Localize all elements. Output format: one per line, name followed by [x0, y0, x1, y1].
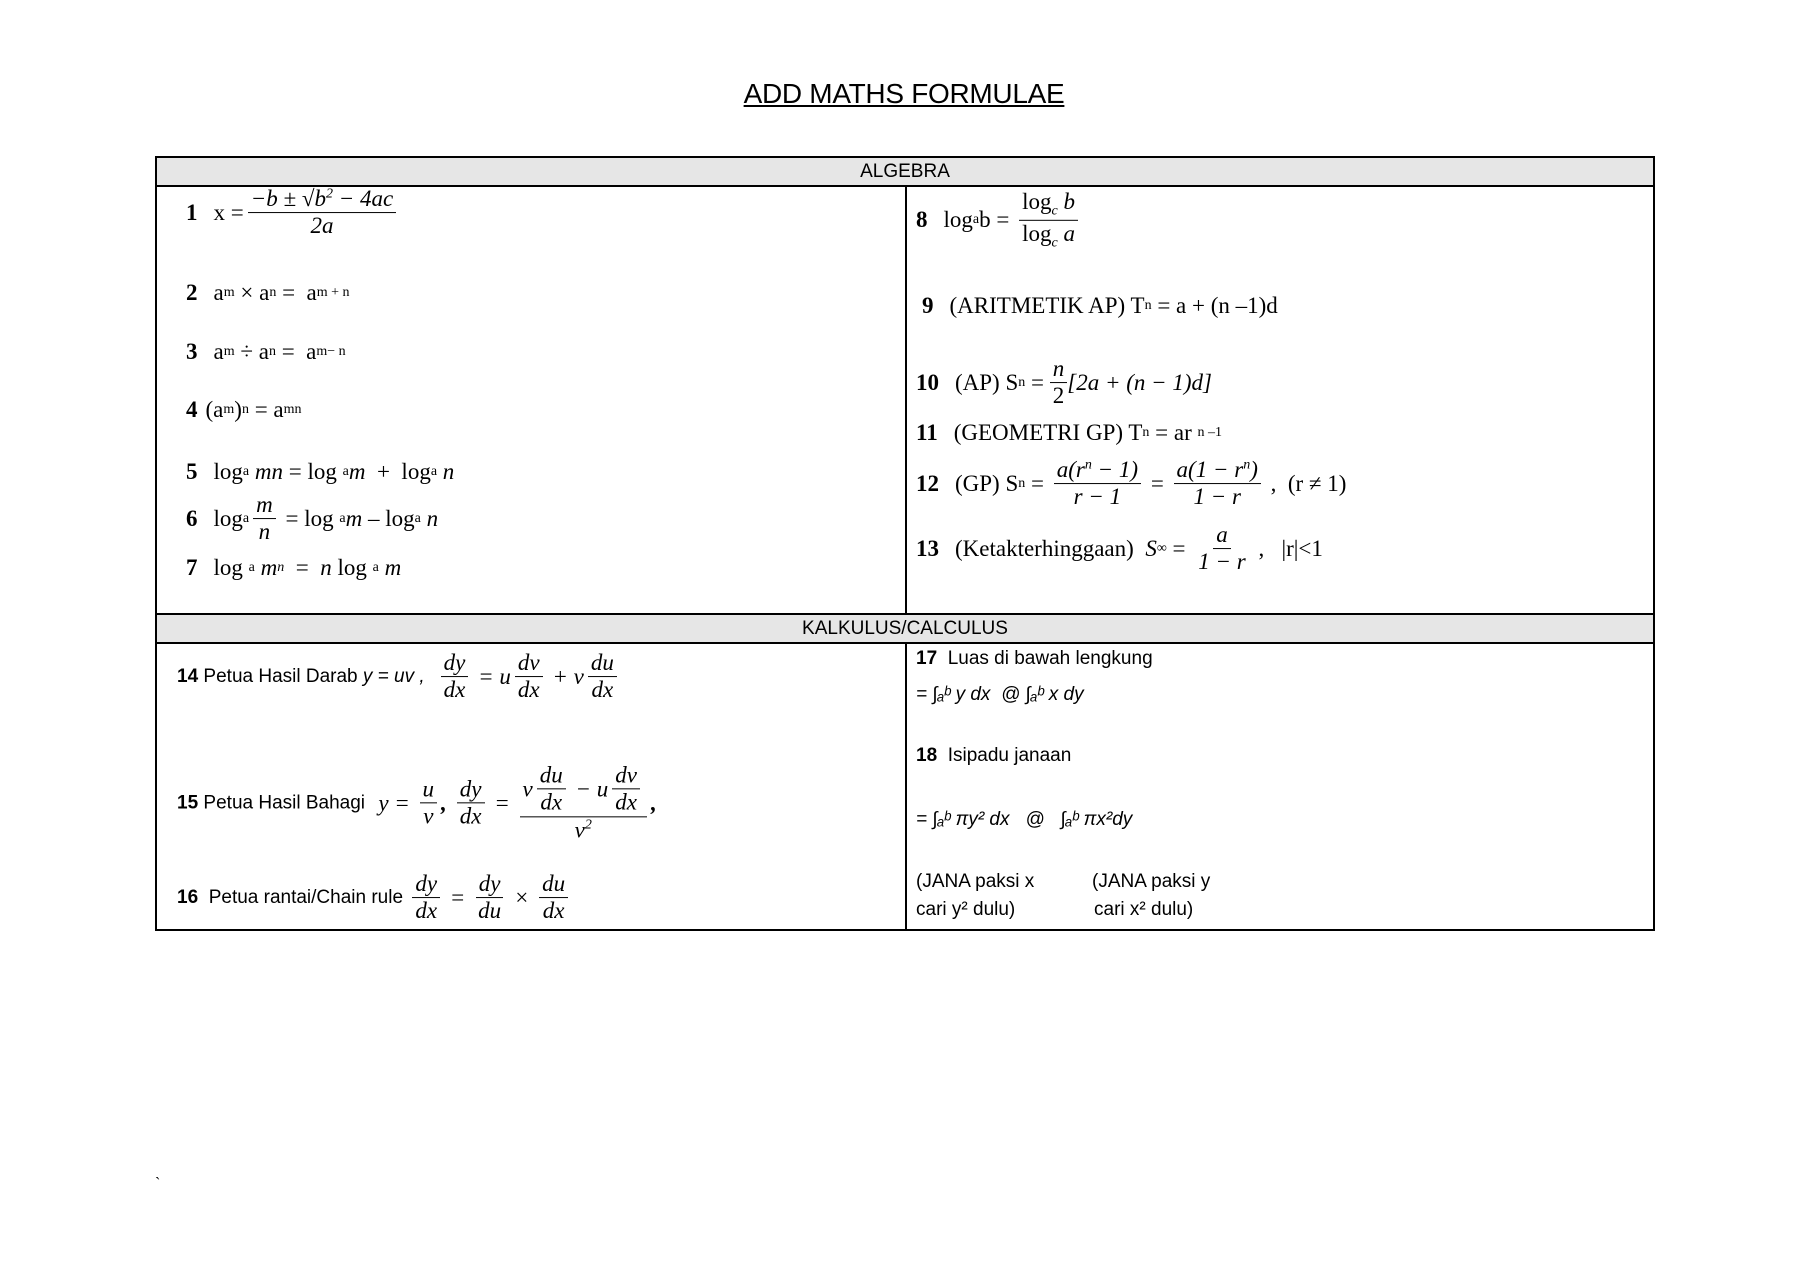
formula-number: 9 — [922, 293, 934, 318]
eq: = — [1025, 370, 1050, 395]
formula-number: 2 — [186, 280, 198, 305]
operator: ÷ — [234, 339, 259, 364]
lhs: y = — [378, 790, 416, 815]
op: – log — [362, 506, 415, 531]
numerator: log — [1022, 188, 1052, 214]
exponent: n — [269, 285, 277, 300]
algebra-header: ALGEBRA — [157, 158, 1653, 187]
numerator: a(1 − r — [1176, 457, 1244, 483]
formula-number: 15 — [177, 792, 199, 813]
base: a — [414, 511, 421, 526]
label: Isipadu janaan — [937, 745, 1072, 766]
formula-9 — [922, 293, 1278, 319]
lhs: x = — [213, 200, 244, 225]
denominator: v — [423, 803, 434, 829]
rhs: = a + (n –1)d — [1151, 293, 1278, 318]
fraction — [1050, 356, 1068, 410]
eq: = — [1145, 471, 1170, 496]
condition: , |r|<1 — [1252, 536, 1323, 561]
numerator: dy — [441, 650, 469, 677]
text: (GEOMETRI GP) T — [953, 420, 1143, 445]
log: log — [943, 207, 973, 232]
formula-number: 17 — [916, 648, 938, 669]
formula-16 — [177, 871, 572, 925]
numerator: dy — [476, 871, 504, 898]
text: (GP) S — [955, 471, 1019, 496]
base: a — [372, 560, 379, 575]
denominator: 1 − r — [1198, 549, 1246, 575]
exponent: n –1 — [1197, 425, 1222, 440]
formula-number: 14 — [177, 666, 199, 687]
var: a — [1057, 220, 1075, 246]
denominator: dx — [540, 789, 563, 815]
sqrt-icon: √ — [301, 186, 315, 212]
term: mn — [249, 459, 283, 484]
formula-number: 6 — [186, 506, 198, 531]
denominator: dx — [517, 677, 540, 703]
lhs: b = — [979, 207, 1016, 232]
label: Petua Hasil Bahagi — [198, 792, 371, 813]
denominator: dx — [415, 898, 438, 924]
label: Luas di bawah lengkung — [937, 648, 1153, 669]
op: + v — [546, 664, 584, 689]
exponent: 2 — [326, 186, 334, 202]
calculus-header: KALKULUS/CALCULUS — [157, 613, 1653, 644]
rhs: [2a + (n − 1)d] — [1067, 370, 1213, 395]
exponent: mn — [283, 402, 302, 417]
exponent: n — [268, 344, 276, 359]
term: m — [254, 555, 278, 580]
formula-14 — [177, 650, 621, 704]
numerator: dv — [612, 762, 640, 789]
denominator: n — [258, 519, 271, 545]
base: c — [1051, 235, 1058, 251]
infinity-sub: ∞ — [1156, 541, 1167, 556]
denominator: dx — [443, 677, 466, 703]
note-x-axis: (JANA paksi x — [916, 871, 1035, 892]
formula-number: 5 — [186, 459, 198, 484]
numerator: du — [539, 871, 568, 898]
column-divider — [905, 644, 907, 931]
sub: n — [1144, 298, 1152, 313]
formula-15 — [177, 762, 657, 843]
formula-18-label — [916, 745, 1071, 767]
op: − u — [569, 776, 609, 802]
term: n — [420, 506, 439, 531]
formula-number: 3 — [186, 339, 198, 364]
base: a — [242, 464, 250, 479]
term: a — [213, 280, 224, 305]
eq: = — [284, 555, 321, 580]
text: (AP) S — [955, 370, 1019, 395]
denominator: dx — [542, 898, 565, 924]
op: × — [508, 885, 536, 910]
log: log — [331, 555, 373, 580]
numerator: u — [420, 776, 438, 803]
note-y-axis: (JANA paksi y — [1092, 871, 1211, 892]
eq: = log — [282, 459, 343, 484]
base: a — [430, 464, 438, 479]
numerator: dy — [412, 871, 440, 898]
page-title: ADD MATHS FORMULAE — [743, 78, 1065, 109]
expr: y = uv , — [362, 666, 425, 687]
exponent: m− n — [316, 344, 346, 359]
condition: , (r ≠ 1) — [1264, 471, 1347, 496]
exponent: m — [223, 285, 235, 300]
rhs: = a — [276, 280, 317, 305]
label: Petua rantai/Chain rule — [198, 887, 409, 908]
denominator: log — [1022, 220, 1052, 246]
numerator: m — [253, 492, 276, 519]
formula-number: 1 — [186, 200, 198, 225]
rhs: = a — [275, 339, 317, 364]
term: n — [320, 555, 332, 580]
term: a — [259, 280, 270, 305]
log: log — [213, 506, 243, 531]
numerator: du — [588, 650, 617, 677]
fraction — [1019, 189, 1078, 251]
base: a — [339, 511, 346, 526]
numerator: −b ± — [250, 186, 302, 212]
term: a — [258, 339, 269, 364]
denominator: dx — [615, 789, 638, 815]
numerator: dv — [515, 650, 543, 677]
eq: = log — [279, 506, 340, 531]
fraction — [253, 492, 276, 546]
text: (ARITMETIK AP) T — [949, 293, 1145, 318]
note-x-axis-2: cari y² dulu) — [916, 899, 1016, 920]
fraction — [1195, 522, 1248, 576]
op: + log — [365, 459, 431, 484]
rhs: = a — [248, 397, 284, 422]
base: c — [1051, 203, 1058, 219]
denominator: dx — [591, 677, 614, 703]
term: a — [213, 339, 224, 364]
term: ) — [234, 397, 242, 422]
exponent: n — [1243, 457, 1251, 473]
base: a — [342, 464, 349, 479]
formula-number: 16 — [177, 887, 199, 908]
formula-8 — [916, 189, 1082, 251]
formula-3 — [186, 339, 346, 365]
formula-13 — [916, 522, 1323, 576]
eq: = — [1025, 471, 1050, 496]
term: m — [345, 506, 363, 531]
column-divider — [905, 187, 907, 614]
numerator: a(r — [1056, 457, 1085, 483]
sub: n — [1142, 425, 1150, 440]
comma: , — [651, 790, 657, 815]
stray-mark: ` — [155, 1175, 161, 1192]
formula-number: 4 — [186, 397, 198, 422]
numerator: du — [537, 762, 566, 789]
denominator: 1 − r — [1193, 484, 1241, 510]
numerator: n — [1050, 356, 1068, 383]
comma: , — [441, 790, 447, 815]
operator: × — [234, 280, 260, 305]
formula-4 — [186, 397, 302, 423]
term: v — [522, 776, 533, 802]
formula-number: 12 — [916, 471, 939, 496]
exponent: n — [1084, 457, 1092, 473]
log: log — [213, 555, 249, 580]
formula-number: 10 — [916, 370, 939, 395]
text: (Ketakterhinggaan) — [955, 536, 1146, 561]
eq: = u — [472, 664, 511, 689]
term: m — [378, 555, 402, 580]
eq: = — [488, 790, 516, 815]
formula-18-expr: = ∫ₐᵇ πy² dx @ ∫ₐᵇ πx²dy — [916, 809, 1133, 830]
formula-number: 7 — [186, 555, 198, 580]
base: a — [972, 212, 980, 227]
formula-17-expr: = ∫ₐᵇ y dx @ ∫ₐᵇ x dy — [916, 684, 1084, 705]
denominator: du — [478, 898, 502, 924]
formula-11 — [916, 420, 1222, 446]
fraction — [1054, 457, 1141, 511]
sub: n — [1018, 375, 1026, 390]
label: Petua Hasil Darab — [198, 666, 363, 687]
numerator: ) — [1250, 457, 1258, 483]
rhs: = ar — [1149, 420, 1198, 445]
formula-1 — [186, 186, 400, 240]
sub: n — [1018, 476, 1026, 491]
numerator: a — [1213, 522, 1231, 549]
formula-number: 18 — [916, 745, 938, 766]
denominator: 2a — [310, 213, 334, 239]
exponent: n — [277, 560, 285, 575]
note-y-axis-2: cari x² dulu) — [1094, 899, 1194, 920]
fraction — [1174, 457, 1261, 511]
exponent: n — [241, 402, 249, 417]
denominator: r − 1 — [1073, 484, 1122, 510]
numerator: − 1) — [1091, 457, 1139, 483]
formula-5 — [186, 459, 454, 485]
radicand: b — [314, 186, 327, 212]
term: (a — [205, 397, 224, 422]
exponent: m — [223, 402, 235, 417]
base: a — [248, 560, 255, 575]
var: b — [1057, 188, 1075, 214]
denominator: 2 — [1052, 383, 1065, 409]
base: a — [242, 511, 250, 526]
radicand-rest: − 4ac — [333, 186, 394, 212]
log: log — [213, 459, 243, 484]
formula-7 — [186, 555, 401, 581]
exponent: 2 — [584, 817, 592, 833]
formula-6 — [186, 492, 438, 546]
eq: = — [1166, 536, 1192, 561]
eq: = — [444, 885, 472, 910]
numerator: dy — [457, 776, 485, 803]
fraction — [248, 186, 397, 240]
term: n — [437, 459, 455, 484]
formula-number: 13 — [916, 536, 939, 561]
term: m — [348, 459, 366, 484]
denominator: dx — [459, 803, 482, 829]
exponent: m — [223, 344, 235, 359]
formula-number: 8 — [916, 207, 928, 232]
formula-12 — [916, 457, 1346, 511]
formula-2 — [186, 280, 350, 306]
formula-10 — [916, 356, 1212, 410]
denominator: v — [574, 817, 585, 843]
exponent: m + n — [316, 285, 350, 300]
sum-symbol: S — [1145, 536, 1157, 561]
formula-17-label — [916, 648, 1153, 670]
formula-number: 11 — [916, 420, 938, 445]
